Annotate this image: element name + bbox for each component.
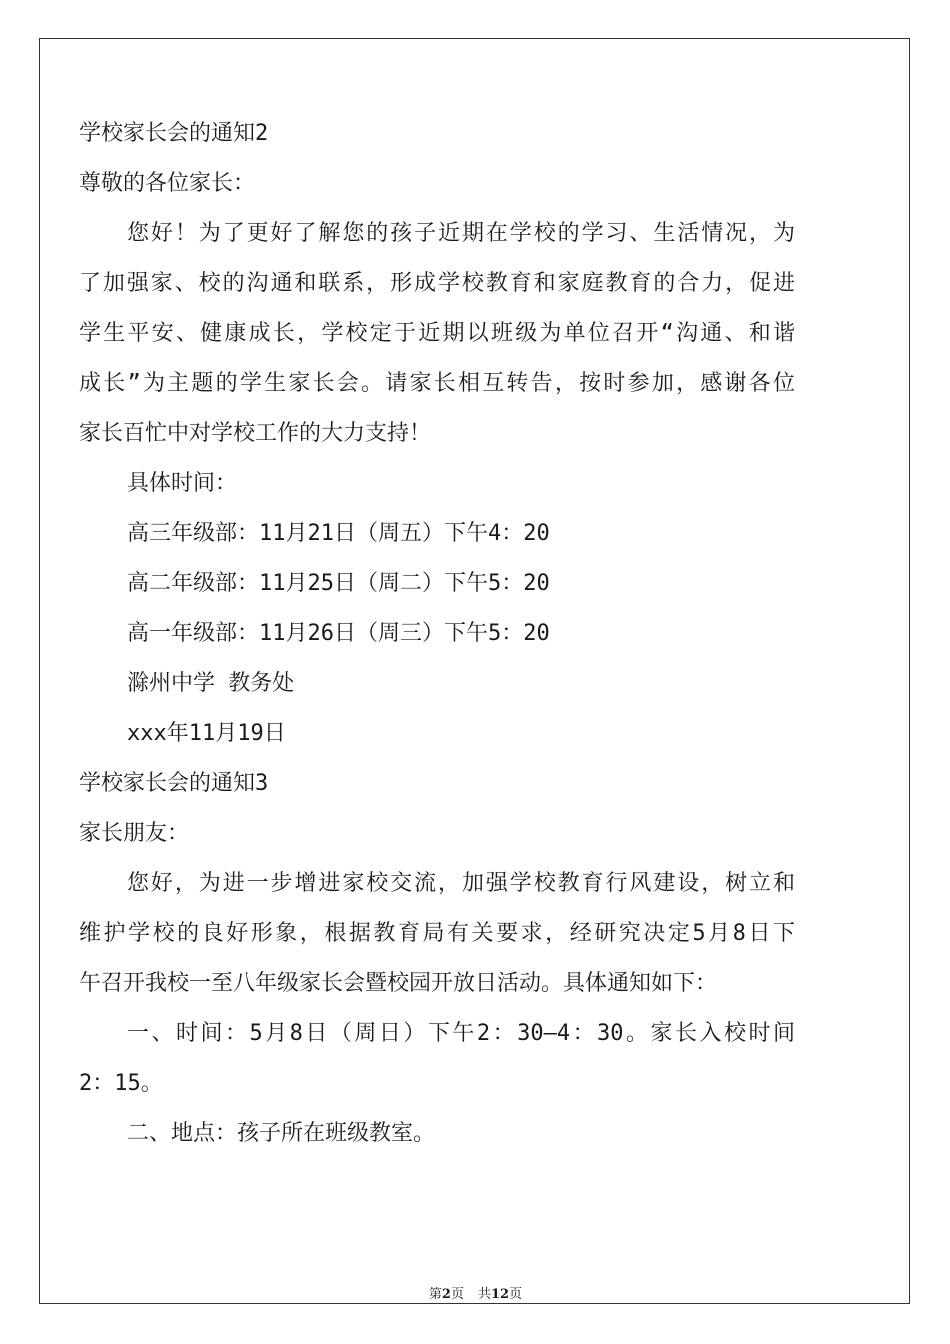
text-line: 高三年级部：11月21日（周五）下午4：20 [127,521,550,546]
text-line: 您好！为了更好了解您的孩子近期在学校的学习、生活情况，为 [127,221,795,246]
total-suffix: 页 [509,1287,523,1302]
text-line: 家长百忙中对学校工作的大力支持！ [79,421,432,446]
text-line: 滁州中学 教务处 [127,671,295,696]
text-line: 学校家长会的通知3 [79,771,269,796]
text-line: 尊敬的各位家长： [79,171,256,196]
text-line: 家长朋友： [79,821,190,846]
text-line: xxx年11月19日 [127,721,286,746]
text-line: 学校家长会的通知2 [79,121,269,146]
text-line: 高一年级部：11月26日（周三）下午5：20 [127,621,550,646]
page-footer [40,1285,911,1305]
text-line: 2：15。 [79,1071,163,1096]
text-line: 二、地点：孩子所在班级教室。 [127,1121,436,1146]
total-prefix: 共 [477,1287,491,1302]
page-suffix: 页 [450,1287,464,1302]
text-line: 午召开我校一至八年级家长会暨校园开放日活动。具体通知如下： [79,971,718,996]
text-line: 维护学校的良好形象，根据教育局有关要求，经研究决定5月8日下 [79,921,795,946]
text-line: 具体时间： [127,471,238,496]
text-line: 了加强家、校的沟通和联系，形成学校教育和家庭教育的合力，促进 [79,271,795,296]
text-line: 学生平安、健康成长，学校定于近期以班级为单位召开“沟通、和谐 [79,321,795,346]
page-number: 2 [441,1287,451,1302]
text-line: 一、时间：5月8日（周日）下午2：30—4：30。家长入校时间 [127,1021,795,1046]
total-pages: 12 [490,1287,510,1302]
text-line: 成长”为主题的学生家长会。请家长相互转告，按时参加，感谢各位 [79,371,795,396]
page-frame [39,38,910,1304]
page-prefix: 第 [428,1287,442,1302]
text-line: 高二年级部：11月25日（周二）下午5：20 [127,571,550,596]
text-line: 您好，为进一步增进家校交流，加强学校教育行风建设，树立和 [127,871,795,896]
